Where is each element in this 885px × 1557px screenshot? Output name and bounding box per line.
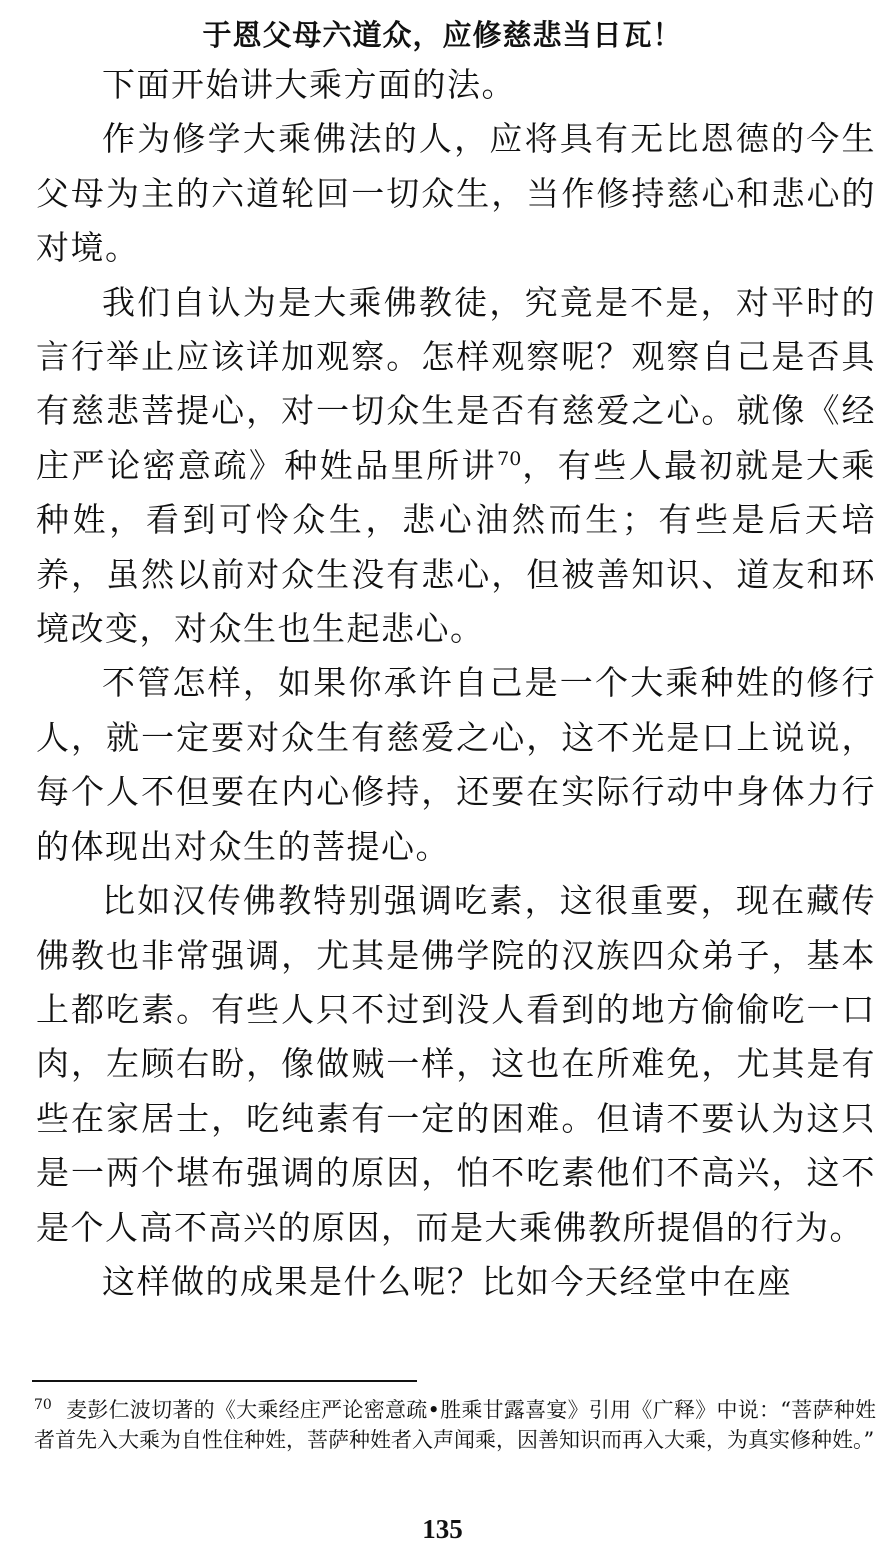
footnote-divider xyxy=(32,1380,417,1382)
verse-title: 于恩父母六道众，应修慈悲当日瓦！ xyxy=(202,18,683,52)
footnote-reference[interactable]: 70 xyxy=(497,447,522,470)
paragraph-3-continued: ，有些人最初就是大乘种姓，看到可怜众生，悲心油然而生；有些是后天培养，虽然以前对众生没有悲心，但被善知识、道友和环境改变，对众生也生起悲心。 xyxy=(36,445,877,649)
paragraph-6: 这样做的成果是什么呢？比如今天经堂中在座 xyxy=(102,1261,792,1301)
footnote-marker: 70 xyxy=(34,1397,52,1413)
page-number: 135 xyxy=(422,1514,463,1544)
paragraph-5: 比如汉传佛教特别强调吃素，这很重要，现在藏传佛教也非常强调，尤其是佛学院的汉族四众弟子，基本上都吃素。有些人只不过到没人看到的地方偷偷吃一口肉，左顾右盼，像做贼一样，这也在所难免，尤其是有些在家居士，吃纯素有一定的困难。但请不要认为这只是一两个堪布强调的原因，怕不吃素他们不高兴，这不是个人高不高兴的原因，而是大乘佛教所提倡的行为。 xyxy=(36,881,876,1247)
paragraph-3 xyxy=(36,276,876,657)
paragraph-4: 不管怎样，如果你承许自己是一个大乘种姓的修行人，就一定要对众生有慈爱之心，这不光是口上说说，每个人不但要在内心修持，还要在实际行动中身体力行的体现出对众生的菩提心。 xyxy=(36,663,876,866)
main-text xyxy=(36,58,876,1309)
paragraph-1: 下面开始讲大乘方面的法。 xyxy=(102,65,516,104)
footnote-text: 麦彭仁波切著的《大乘经庄严论密意疏•胜乘甘露喜宴》引用《广释》中说：“菩萨种姓者首先入大乘为自性住种姓，菩萨种姓者入声闻乘，因善知识而再入大乘，为真实修种姓。” xyxy=(34,1398,876,1452)
paragraph-3-text: 我们自认为是大乘佛教徒，究竟是不是，对平时的言行举止应该详加观察。怎样观察呢？观察自己是否具有慈悲菩提心，对一切众生是否有慈爱之心。就像《经庄严论密意疏》种姓品里所讲 xyxy=(36,282,876,485)
paragraph-2: 作为修学大乘佛法的人，应将具有无比恩德的今生父母为主的六道轮回一切众生，当作修持慈心和悲心的对境。 xyxy=(36,119,876,268)
footnote xyxy=(34,1395,876,1455)
